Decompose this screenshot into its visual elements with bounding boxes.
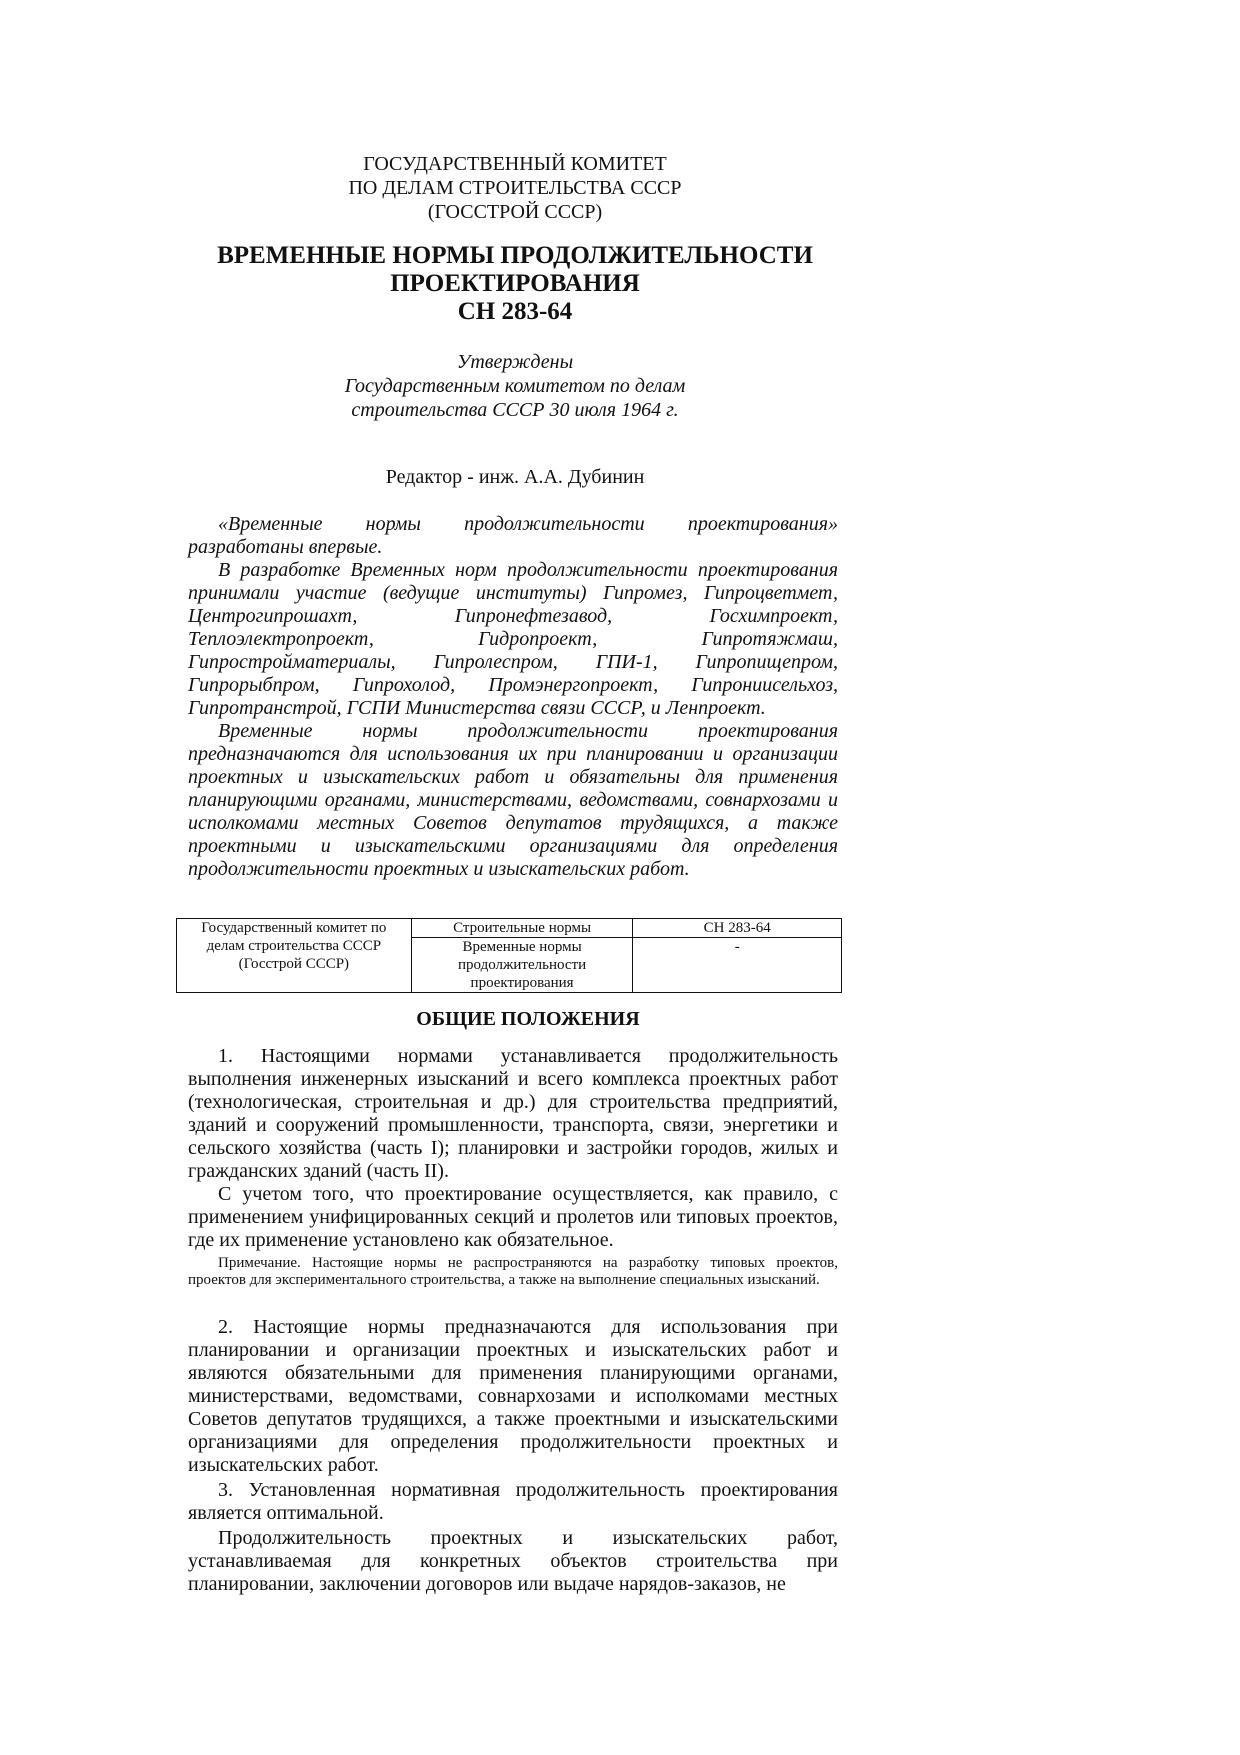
org-line: ПО ДЕЛАМ СТРОИТЕЛЬСТВА СССР	[348, 177, 682, 199]
document-stamp-table	[176, 918, 842, 993]
stamp-code: СН 283-64	[633, 919, 842, 938]
org-line: (ГОССТРОЙ СССР)	[427, 201, 603, 223]
stamp-replaces: -	[633, 938, 842, 993]
approval-line: Утверждены	[456, 351, 574, 373]
intro-paragraph: Временные нормы продолжительности проектирования предназначаются для использования их при планировании и организации проектных и изыскательских работ и обязательны для применения планирующими органами, министерствами, ведомствами, совнархозами и исполкомами местных Советов депутатов трудящихся, а также проектными и изыскательскими организациями для определения продолжительности проектных и изыскательских работ.	[188, 720, 838, 880]
document-code: СН 283-64	[457, 298, 573, 325]
intro-text	[188, 513, 838, 881]
note-paragraph: Примечание. Настоящие нормы не распространяются на разработку типовых проектов, проектов для экспериментального строительства, а также на выполнение специальных изысканий.	[188, 1255, 838, 1288]
body-paragraph: 1. Настоящими нормами устанавливается продолжительность выполнения инженерных изысканий и всего комплекса проектных работ (технологическая, строительная и др.) для строительства предприятий, зданий и сооружений промышленности, транспорта, связи, энергетики и сельского хозяйства (часть I); планировки и застройки городов, жилых и гражданских зданий (часть II).	[188, 1045, 838, 1182]
stamp-name: Временные нормы продолжительности проектирования	[411, 938, 633, 993]
body-paragraph: С учетом того, что проектирование осуществляется, как правило, с применением унифицированных секций и пролетов или типовых проектов, где их применение установлено как обязательное.	[188, 1183, 838, 1251]
intro-paragraph: «Временные нормы продолжительности проектирования» разработаны впервые.	[188, 513, 838, 558]
document-title	[0, 242, 1030, 326]
stamp-issuer: Государственный комитет по делам строительства СССР (Госстрой СССР)	[177, 919, 412, 993]
section-title: ОБЩИЕ ПОЛОЖЕНИЯ	[416, 1008, 640, 1030]
section-body-b	[188, 1316, 838, 1596]
note-text	[188, 1255, 838, 1289]
org-line: ГОСУДАРСТВЕННЫЙ КОМИТЕТ	[363, 153, 667, 175]
section-body-a	[188, 1045, 838, 1252]
approval-line: Государственным комитетом по делам	[344, 375, 686, 397]
body-paragraph: 2. Настоящие нормы предназначаются для использования при планировании и организации проектных и изыскательских работ и являются обязательными для применения планирующими органами, министерствами, ведомствами, совнархозами и исполкомами местных Советов депутатов трудящихся, а также проектными и изыскательскими организациями для определения продолжительности проектных и изыскательских работ.	[188, 1316, 838, 1476]
stamp-type: Строительные нормы	[411, 919, 633, 938]
approval-line: строительства СССР 30 июля 1964 г.	[351, 399, 679, 421]
title-line: ПРОЕКТИРОВАНИЯ	[390, 270, 640, 297]
title-line: ВРЕМЕННЫЕ НОРМЫ ПРОДОЛЖИТЕЛЬНОСТИ	[217, 242, 813, 269]
editor-credit: Редактор - инж. А.А. Дубинин	[385, 466, 645, 488]
intro-paragraph: В разработке Временных норм продолжительности проектирования принимали участие (ведущие институты) Гипромез, Гипроцветмет, Центрогипрошахт, Гипронефтезавод, Госхимпроект, Теплоэлектропроект, Гидропроект, Гипротяжмаш, Гипростройматериалы, Гипролеспром, ГПИ-1, Гипропищепром, Гипрорыбпром, Гипрохолод, Промэнергопроект, Гипрониисельхоз, Гипротранстрой, ГСПИ Министерства связи СССР, и Ленпроект.	[188, 559, 838, 719]
body-paragraph: 3. Установленная нормативная продолжительность проектирования является оптимальной.	[188, 1479, 838, 1524]
approval-note	[0, 350, 1030, 422]
body-paragraph: Продолжительность проектных и изыскательских работ, устанавливаемая для конкретных объектов строительства при планировании, заключении договоров или выдаче нарядов-заказов, не	[188, 1527, 838, 1595]
organization-header	[0, 152, 1030, 224]
